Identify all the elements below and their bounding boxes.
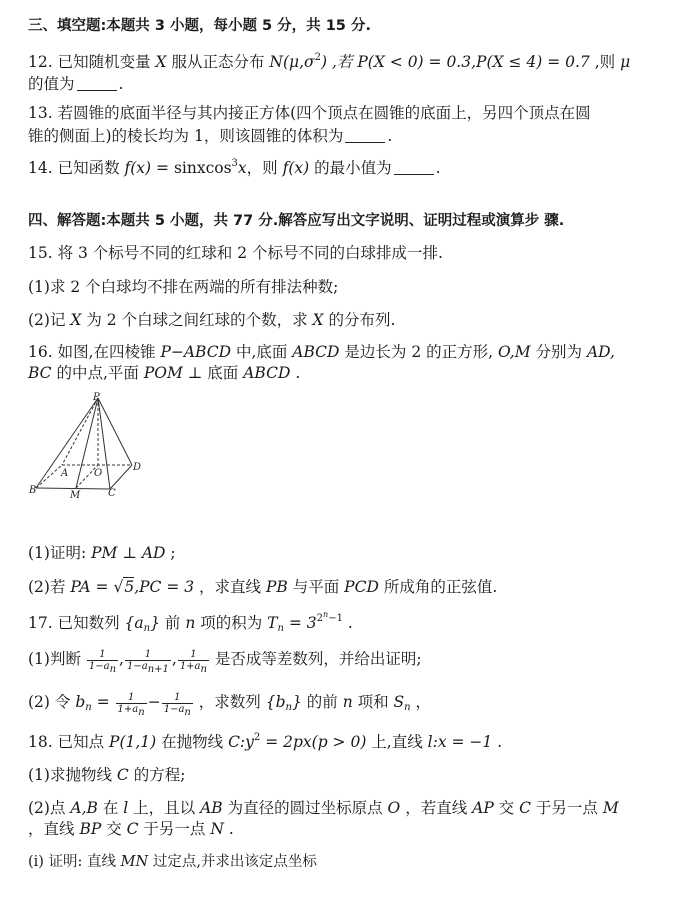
fraction: $\frac{1}{1+a_n}$ (117, 691, 145, 718)
fraction: $\frac{1}{1-a_{n+1}}$ (126, 648, 169, 675)
label-C: C (108, 488, 116, 499)
q17-part-1: (1)判断 $\frac{1}{1-a_n}$ , $\frac{1}{1-a_{n+1}}$ , $\frac{1}{1+a_n}$ 是否成等差数列，并给出证明; (28, 648, 422, 675)
q12-line-1: 12. 已知随机变量 X 服从正态分布 $N(\mu,\sigma^2)$ ,若 P(X < 0) = 0.3,P(X ≤ 4) = 0.7 ,则 μ (28, 52, 631, 71)
q18-stem: 18. 已知点 P(1,1) 在抛物线 $C:y^2 = 2px(p > 0)$ 上,直线 l:x = −1 . (28, 732, 503, 751)
q16-stem-line-1: 16. 如图,在四棱锥 P−ABCD 中,底面 ABCD 是边长为 2 的正方形, O,M 分别为 AD, (28, 343, 615, 361)
fraction: $\frac{1}{1-a_n}$ (88, 648, 117, 675)
q18-part-1: (1)求抛物线 C 的方程; (28, 766, 186, 784)
label-O: O (94, 468, 103, 479)
label-P: P (93, 392, 100, 403)
label-M: M (70, 490, 81, 500)
q14-line: 14. 已知函数 f(x) = sinxcos$^3$x，则 f(x) 的最小值为 . (28, 158, 441, 177)
q15-stem: 15. 将 3 个标号不同的红球和 2 个标号不同的白球排成一排. (28, 244, 443, 262)
q18-part-2-i: (i) 证明: 直线 MN 过定点,并求出该定点坐标 (28, 854, 317, 870)
section-4-heading: 四、解答题:本题共 5 小题，共 77 分.解答应写出文字说明、证明过程或演算步 骤. (28, 213, 565, 229)
label-A: A (61, 468, 69, 479)
pyramid-figure (28, 392, 153, 500)
fraction: $\frac{1}{1-a_n}$ (163, 691, 191, 718)
q15-part-2: (2)记 X 为 2 个白球之间红球的个数，求 X 的分布列. (28, 311, 396, 329)
q18-part-2-line-2: ，直线 BP 交 C 于另一点 N . (28, 820, 234, 838)
q16-part-2: (2)若 PA = √5,PC = 3 ，求直线 PB 与平面 PCD 所成角的正弦值. (28, 578, 498, 596)
q13-line-1: 13. 若圆锥的底面半径与其内接正方体(四个顶点在圆锥的底面上，另四个顶点在圆 (28, 104, 591, 122)
q16-stem-line-2: BC 的中点,平面 POM ⊥ 底面 ABCD . (28, 364, 301, 382)
q18-part-2-line-1: (2)点 A,B 在 l 上，且以 AB 为直径的圆过坐标原点 O ，若直线 AP 交 C 于另一点 M (28, 799, 619, 817)
q17-part-2: (2) 令 $b_n$ = $\frac{1}{1+a_n}$ − $\frac{1}{1-a_n}$ ，求数列 $\{b_n\}$ 的前 n 项和 $S_n$ ， (28, 691, 432, 718)
label-B: B (29, 485, 37, 496)
answer-blank (394, 160, 434, 175)
q15-part-1: (1)求 2 个白球均不排在两端的所有排法种数; (28, 278, 339, 296)
section-3-heading: 三、填空题:本题共 3 小题，每小题 5 分，共 15 分. (28, 18, 371, 34)
label-D: D (133, 462, 142, 473)
q17-stem: 17. 已知数列 $\{a_n\}$ 前 n 项的积为 $T_n = 3^{2^n-1}$ . (28, 610, 353, 634)
q12-line-2: 的值为 . (28, 75, 124, 93)
answer-blank (77, 76, 117, 91)
q13-line-2: 锥的侧面上)的棱长均为 1，则该圆锥的体积为 . (28, 127, 393, 145)
q16-part-1: (1)证明: PM ⊥ AD ; (28, 544, 176, 562)
fraction: $\frac{1}{1+a_n}$ (179, 648, 207, 675)
answer-blank (345, 128, 385, 143)
